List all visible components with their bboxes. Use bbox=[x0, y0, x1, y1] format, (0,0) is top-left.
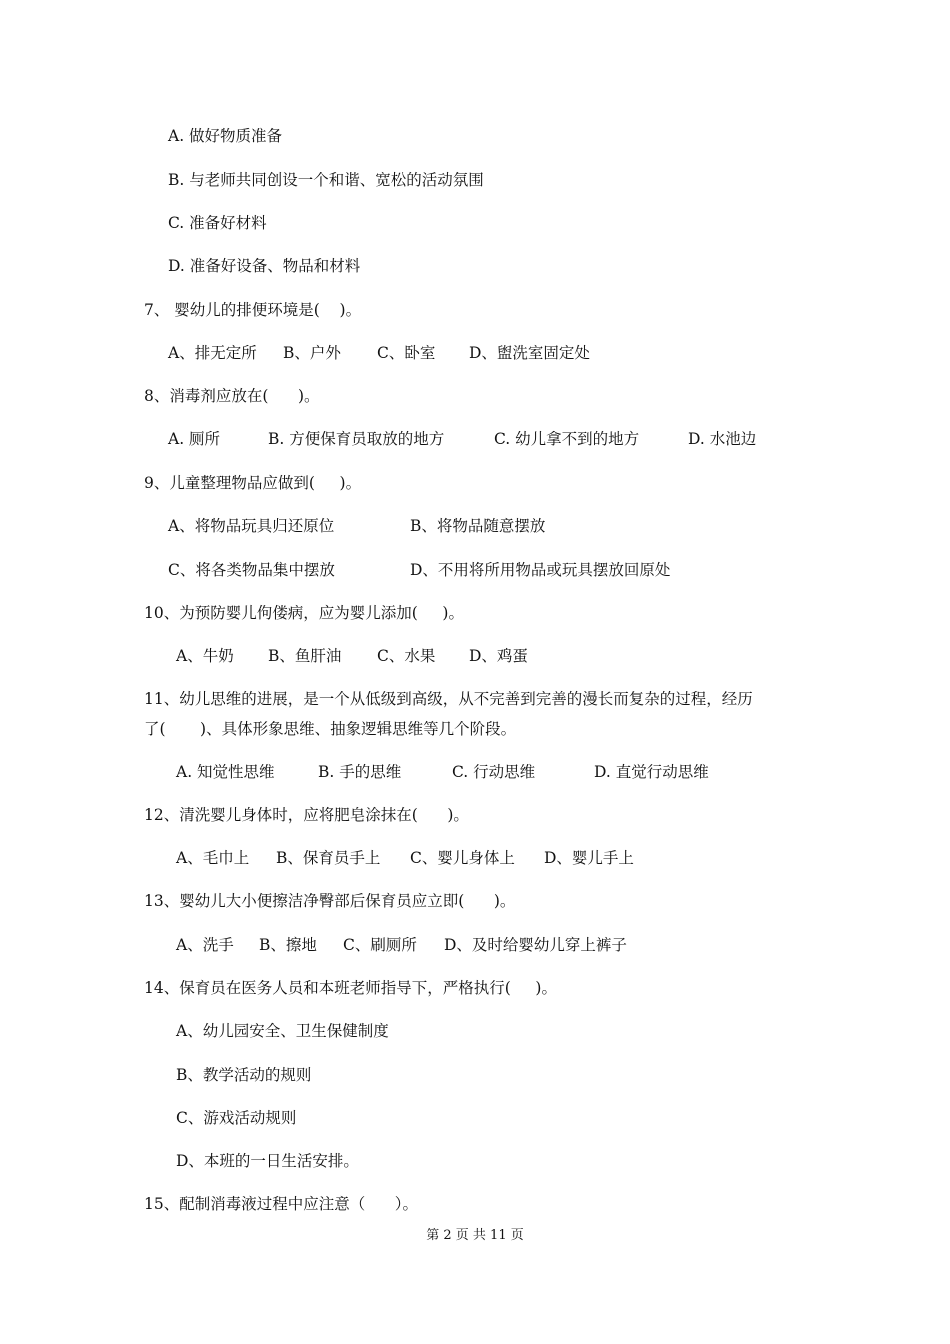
q14-option-d: D、本班的一日生活安排。 bbox=[176, 1152, 359, 1170]
q14-option-a: A、幼儿园安全、卫生保健制度 bbox=[176, 1022, 389, 1040]
q13-option-c: C、刷厕所 bbox=[343, 936, 417, 954]
q8-option-a: A. 厕所 bbox=[168, 430, 221, 448]
q11-option-c: C. 行动思维 bbox=[452, 763, 536, 781]
q12-option-a: A、毛巾上 bbox=[176, 849, 250, 867]
q6-option-d: D. 准备好设备、物品和材料 bbox=[168, 257, 361, 275]
q13-option-d: D、及时给婴幼儿穿上裤子 bbox=[444, 936, 627, 954]
q13-option-a: A、洗手 bbox=[176, 936, 234, 954]
q13-stem: 13、婴幼儿大小便擦洁净臀部后保育员应立即( )。 bbox=[144, 892, 516, 910]
q9-stem: 9、儿童整理物品应做到( )。 bbox=[144, 474, 362, 492]
q12-option-c: C、婴儿身体上 bbox=[410, 849, 515, 867]
q10-stem: 10、为预防婴儿佝偻病，应为婴儿添加( )。 bbox=[144, 604, 464, 622]
q9-option-c: C、将各类物品集中摆放 bbox=[168, 561, 335, 579]
q7-option-a: A、排无定所 bbox=[168, 344, 257, 362]
q9-option-b: B、将物品随意摆放 bbox=[410, 517, 546, 535]
q10-option-d: D、鸡蛋 bbox=[469, 647, 528, 665]
q14-option-c: C、游戏活动规则 bbox=[176, 1109, 297, 1127]
q10-option-a: A、牛奶 bbox=[176, 647, 234, 665]
q8-option-d: D. 水池边 bbox=[688, 430, 757, 448]
q9-option-a: A、将物品玩具归还原位 bbox=[168, 517, 335, 535]
q13-option-b: B、擦地 bbox=[259, 936, 317, 954]
q7-option-d: D、盥洗室固定处 bbox=[469, 344, 590, 362]
q12-stem: 12、清洗婴儿身体时，应将肥皂涂抹在( )。 bbox=[144, 806, 469, 824]
q12-option-d: D、婴儿手上 bbox=[544, 849, 634, 867]
q7-option-b: B、户外 bbox=[283, 344, 341, 362]
page-footer: 第 2 页 共 11 页 bbox=[426, 1228, 524, 1243]
q10-option-c: C、水果 bbox=[377, 647, 436, 665]
q6-option-b: B. 与老师共同创设一个和谐、宽松的活动氛围 bbox=[168, 171, 484, 189]
q10-option-b: B、鱼肝油 bbox=[268, 647, 342, 665]
q12-option-b: B、保育员手上 bbox=[276, 849, 381, 867]
q6-option-a: A. 做好物质准备 bbox=[168, 127, 283, 145]
q8-option-b: B. 方便保育员取放的地方 bbox=[268, 430, 445, 448]
q8-stem: 8、消毒剂应放在( )。 bbox=[144, 387, 320, 405]
q11-stem-line-1: 11、幼儿思维的进展，是一个从低级到高级，从不完善到完善的漫长而复杂的过程，经历 bbox=[144, 690, 753, 708]
q7-option-c: C、卧室 bbox=[377, 344, 436, 362]
q15-stem: 15、配制消毒液过程中应注意（ ）。 bbox=[144, 1195, 419, 1213]
q8-option-c: C. 幼儿拿不到的地方 bbox=[494, 430, 640, 448]
q7-stem: 7、 婴幼儿的排便环境是( )。 bbox=[144, 301, 362, 319]
q11-option-b: B. 手的思维 bbox=[318, 763, 402, 781]
q14-stem: 14、保育员在医务人员和本班老师指导下，严格执行( )。 bbox=[144, 979, 557, 997]
q11-option-a: A. 知觉性思维 bbox=[176, 763, 275, 781]
q11-option-d: D. 直觉行动思维 bbox=[594, 763, 709, 781]
q14-option-b: B、教学活动的规则 bbox=[176, 1066, 312, 1084]
q6-option-c: C. 准备好材料 bbox=[168, 214, 267, 232]
q9-option-d: D、不用将所用物品或玩具摆放回原处 bbox=[410, 561, 671, 579]
q11-stem-line-2: 了( )、具体形象思维、抽象逻辑思维等几个阶段。 bbox=[144, 720, 517, 738]
